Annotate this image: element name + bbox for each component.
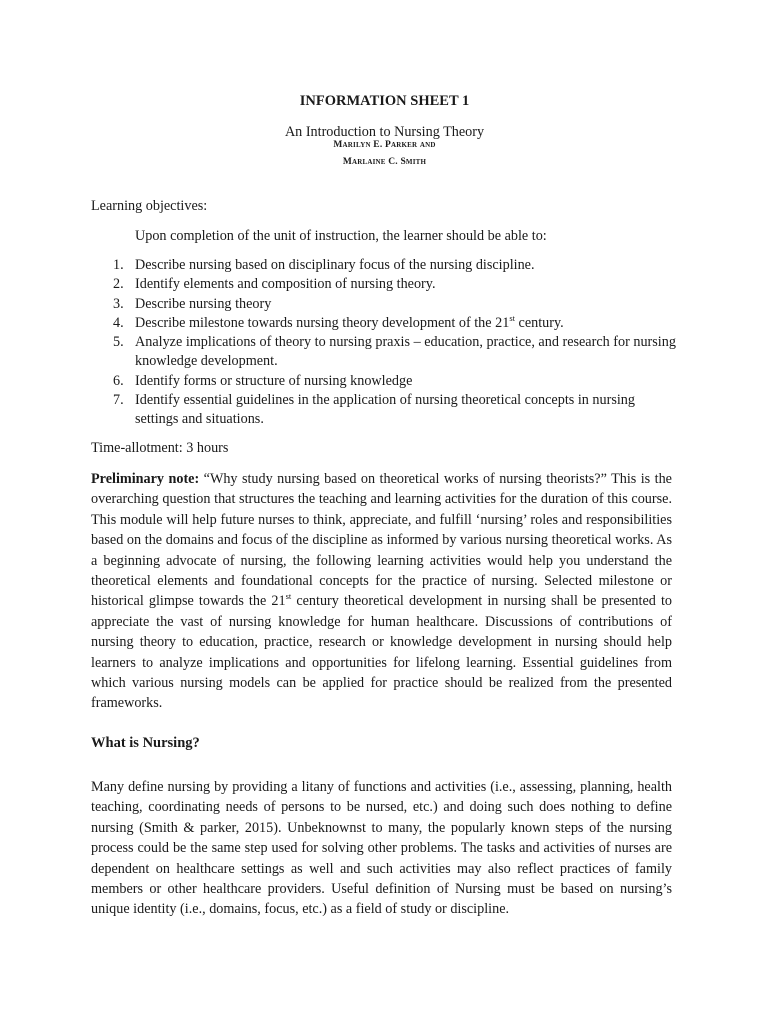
section-heading-what-is-nursing: What is Nursing? [91,735,200,751]
objective-item: 1. Describe nursing based on disciplinary focus of the nursing discipline. [113,257,535,273]
learning-objectives-intro: Upon completion of the unit of instruction, the learner should be able to: [135,228,547,244]
objective-item: 2. Identify elements and composition of nursing theory. [113,276,436,293]
preliminary-note-paragraph: Preliminary note: “Why study nursing based on theoretical works of nursing theorists?” This is the overarching question that structures the teaching and learning activities for the duration of this course. This module will help future nurses to think, appreciate, and fulfill ‘nursing’ roles and responsibilities based on the domains and focus of the discipline as informed by various nursing theoretical works. As a beginning advocate of nursing, the following learning activities would help you understand the theoretical elements and foundational concepts for the practice of nursing. Selected milestone or historical glimpse towards the 21st century theoretical development in nursing shall be presented to appreciate the vast of nursing knowledge for human healthcare. Discussions of contributions of nursing theory to education, practice, research or knowledge development in nursing should help learners to analyze implications and opportunities for lifelong learning. Essential guidelines from which various nursing models can be applied for practice should be realized from the presented frameworks. [91,471,672,712]
objectives-list [91,256,678,430]
objective-item: 7. Identify essential guidelines in the application of nursing theoretical concepts in nursing settings and situations. [113,392,635,428]
document-title: INFORMATION SHEET 1 [299,93,470,109]
what-is-nursing-paragraph: Many define nursing by providing a litany of functions and activities (i.e., assessing, planning, health teaching, coordinating needs of persons to be nursed, etc.) and doing such does nothing to define nursing (Smith & parker, 2015). Unbeknownst to many, the popularly known steps of the nursing process could be the same step used for solving other problems. The tasks and activities of nurses are dependent on healthcare settings as well and such activities may also reflect practices of family members or other healthcare providers. Useful definition of Nursing must be based on nursing’s unique identity (i.e., domains, focus, etc.) as a field of study or discipline. [91,779,672,918]
objective-item: 6. Identify forms or structure of nursing knowledge [113,372,413,389]
objective-item: 5. Analyze implications of theory to nursing praxis – education, practice, and research for nursing knowledge development. [113,334,676,370]
objective-item: 3. Describe nursing theory [113,295,272,312]
time-allotment: Time-allotment: 3 hours [91,440,229,456]
preliminary-note-label: Preliminary note: [91,471,200,487]
objective-item: 4. Describe milestone towards nursing theory development of the 21st century. [113,312,564,331]
learning-objectives-label: Learning objectives: [91,198,208,214]
author-line-1: Marilyn E. Parker and [333,140,436,150]
document-subtitle: An Introduction to Nursing Theory [284,124,485,140]
author-line-2: Marlaine C. Smith [342,157,427,167]
